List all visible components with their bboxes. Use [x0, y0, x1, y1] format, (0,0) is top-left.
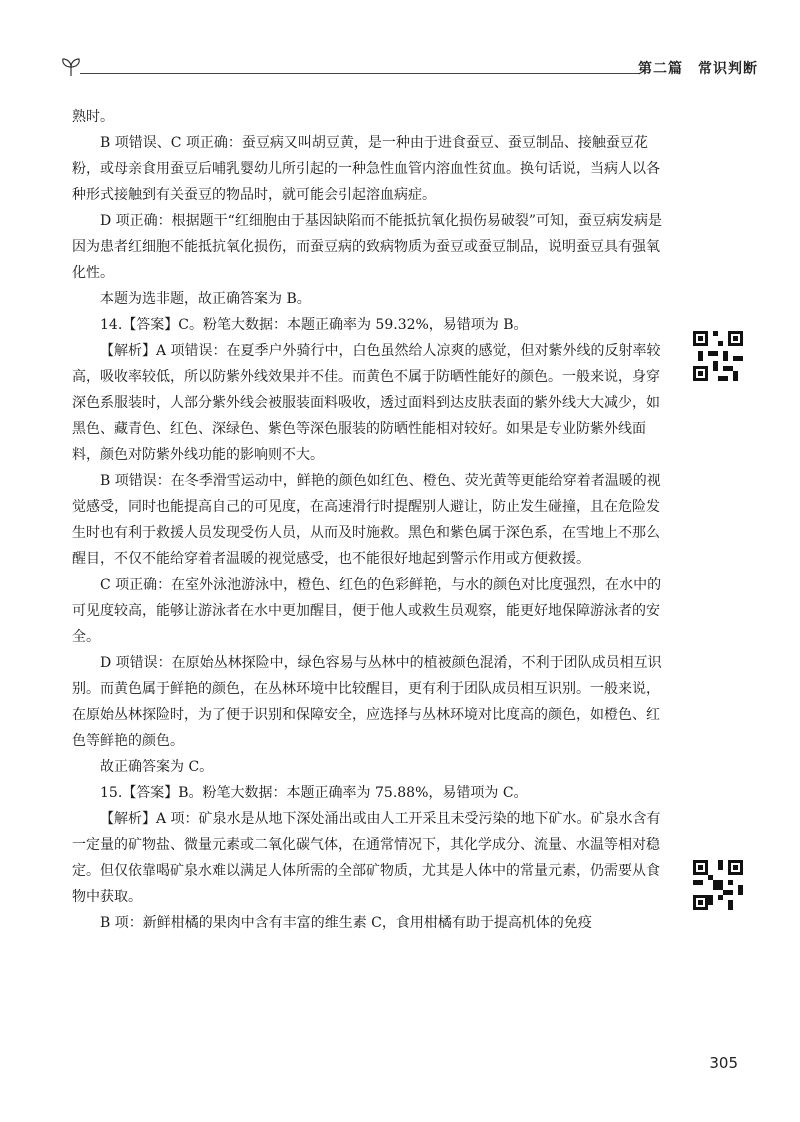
section-title: 第二篇 常识判断: [638, 61, 758, 77]
paragraph-b-c-analysis: B 项错误、C 项正确：蚕豆病又叫胡豆黄，是一种由于进食蚕豆、蚕豆制品、接触蚕豆花粉，或母亲食用蚕豆后哺乳婴幼儿所引起的一种急性血管内溶血性贫血。换句话说，当病人以各种形式接触到有关蚕豆的物品时，就可能会引起溶血病症。: [72, 135, 660, 203]
q15-answer: 15.【答案】B。粉笔大数据：本题正确率为 75.88%，易错项为 C。: [100, 785, 528, 801]
sprout-icon: [60, 56, 82, 82]
paragraph-continuation: 熟时。: [72, 109, 114, 125]
q14-analysis-b: B 项错误：在冬季滑雪运动中，鲜艳的颜色如红色、橙色、荧光黄等更能给穿着者温暖的视觉感受，同时也能提高自己的可见度，在高速滑行时提醒别人避让，防止发生碰撞，且在危险发生时也有利于救援人员发现受伤人员，从而及时施救。黑色和紫色属于深色系，在雪地上不那么醒目，不仅不能给穿着者温暖的视觉感受，也不能很好地起到警示作用或方便救援。: [72, 473, 661, 567]
q14-analysis-d: D 项错误：在原始丛林探险中，绿色容易与丛林中的植被颜色混淆，不利于团队成员相互识别。而黄色属于鲜艳的颜色，在丛林环境中比较醒目，更有利于团队成员相互识别。一般来说，在原始丛林探险时，为了便于识别和保障安全，应选择与丛林环境对比度高的颜色，如橙色、红色等鲜艳的颜色。: [72, 655, 662, 749]
page-number: 305: [709, 1054, 738, 1072]
q14-analysis-a: 【解析】A 项错误：在夏季户外骑行中，白色虽然给人凉爽的感觉，但对紫外线的反射率较高，吸收率较低，所以防紫外线效果并不佳。而黄色不属于防晒性能好的颜色。一般来说，身穿深色系服装时，人部分紫外线会被服装面料吸收，透过面料到达皮肤表面的紫外线大大减少，如黑色、藏青色、红色、深绿色、紫色等深色服装的防晒性能相对较好。如果是专业防紫外线面料，颜色对防紫外线功能的影响则不大。: [72, 343, 661, 463]
page-header: [58, 52, 758, 82]
qr-code-q14[interactable]: [693, 331, 743, 381]
paragraph-d-analysis: D 项正确：根据题干“红细胞由于基因缺陷而不能抵抗氧化损伤易破裂”可知，蚕豆病发病是因为患者红细胞不能抵抗氧化损伤，而蚕豆病的致病物质为蚕豆或蚕豆制品，说明蚕豆具有强氧化性。: [72, 213, 662, 281]
page-body: [72, 104, 666, 936]
q15-analysis-a: 【解析】A 项：矿泉水是从地下深处涌出或由人工开采且未受污染的地下矿水。矿泉水含有一定量的矿物盐、微量元素或二氧化碳气体，在通常情况下，其化学成分、流量、水温等相对稳定。但仅依靠喝矿泉水难以满足人体所需的全部矿物质，尤其是人体中的常量元素，仍需要从食物中获取。: [72, 811, 661, 905]
q15-analysis-b: B 项：新鲜柑橘的果肉中含有丰富的维生素 C，食用柑橘有助于提高机体的免疫: [100, 915, 592, 931]
q14-conclusion: 故正确答案为 C。: [100, 759, 214, 775]
paragraph-q13-conclusion: 本题为选非题，故正确答案为 B。: [100, 291, 311, 307]
q14-analysis-c: C 项正确：在室外泳池游泳中，橙色、红色的色彩鲜艳，与水的颜色对比度强烈，在水中的可见度较高，能够让游泳者在水中更加醒目，便于他人或救生员观察，能更好地保障游泳者的安全。: [72, 577, 662, 645]
header-rule: [80, 73, 640, 74]
qr-code-q15[interactable]: [693, 860, 743, 910]
q14-answer: 14.【答案】C。粉笔大数据：本题正确率为 59.32%，易错项为 B。: [100, 317, 528, 333]
